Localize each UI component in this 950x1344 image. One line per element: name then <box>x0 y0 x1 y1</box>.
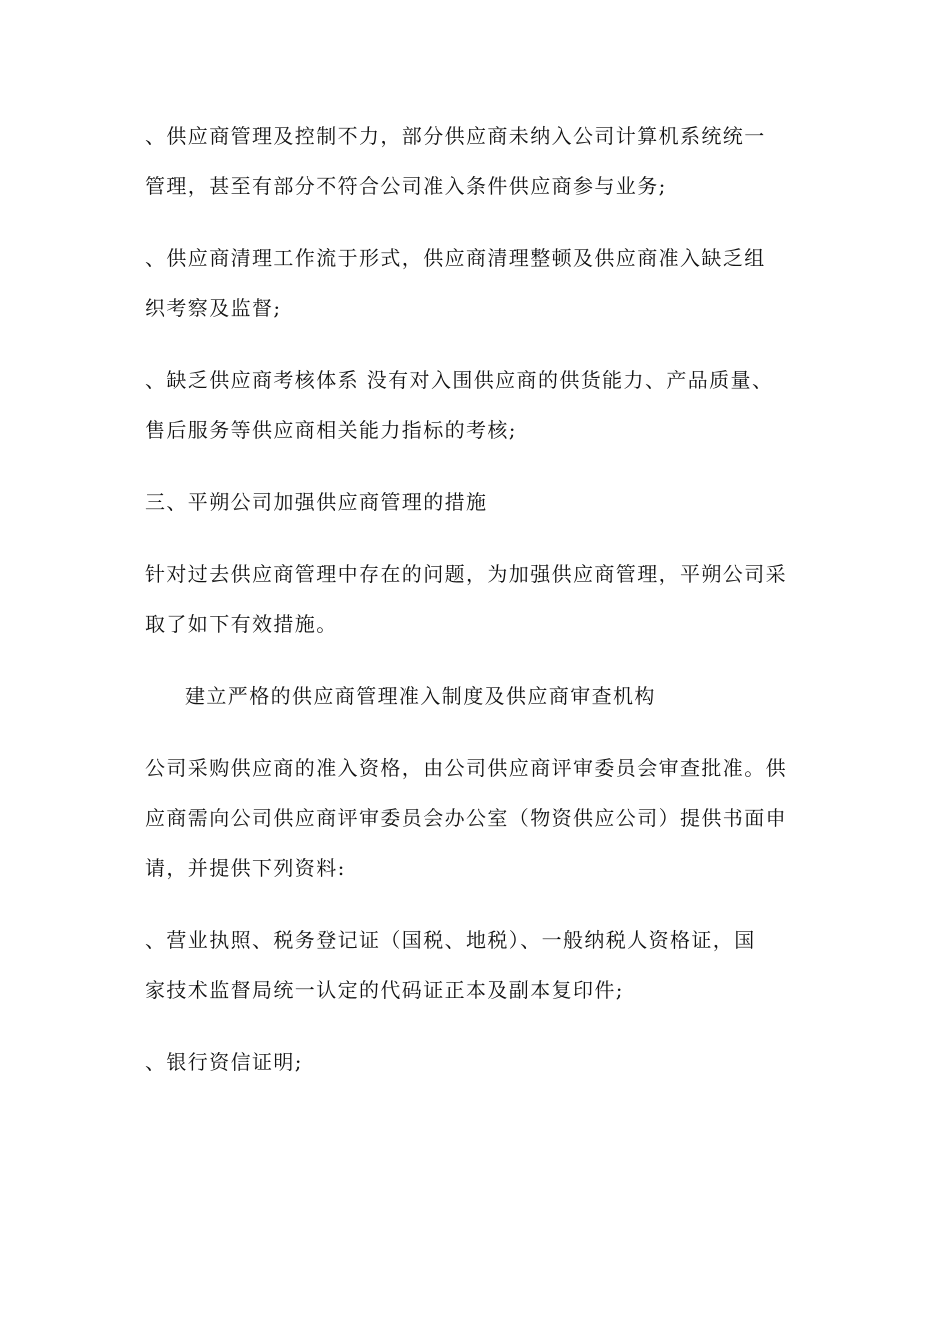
p4-line-1: 针对过去供应商管理中存在的问题，为加强供应商管理，平朔公司采 <box>145 562 787 586</box>
p2-line-1: 、供应商清理工作流于形式，供应商清理整顿及供应商准入缺乏组 <box>145 246 766 270</box>
p3-line-2: 售后服务等供应商相关能力指标的考核; <box>145 418 517 442</box>
p1-line-2: 管理，甚至有部分不符合公司准入条件供应商参与业务; <box>145 174 667 198</box>
section-heading: 三、平朔公司加强供应商管理的措施 <box>145 490 488 514</box>
p5-line-2: 应商需向公司供应商评审委员会办公室（物资供应公司）提供书面申 <box>145 806 787 830</box>
p3-line-1: 、缺乏供应商考核体系 没有对入围供应商的供货能力、产品质量、 <box>145 368 774 392</box>
p7-line-1: 、银行资信证明; <box>145 1050 303 1074</box>
sub-heading: 建立严格的供应商管理准入制度及供应商审查机构 <box>185 684 656 708</box>
p2-line-2: 织考察及监督; <box>145 296 282 320</box>
p6-line-2: 家技术监督局统一认定的代码证正本及副本复印件; <box>145 978 624 1002</box>
p5-line-3: 请，并提供下列资料: <box>145 856 346 880</box>
p6-line-1: 、营业执照、税务登记证（国税、地税）、一般纳税人资格证，国 <box>145 928 756 952</box>
p5-line-1: 公司采购供应商的准入资格，由公司供应商评审委员会审查批准。供 <box>145 756 787 780</box>
p4-line-2: 取了如下有效措施。 <box>145 612 338 636</box>
p1-line-1: 、供应商管理及控制不力，部分供应商未纳入公司计算机系统统一 <box>145 124 766 148</box>
